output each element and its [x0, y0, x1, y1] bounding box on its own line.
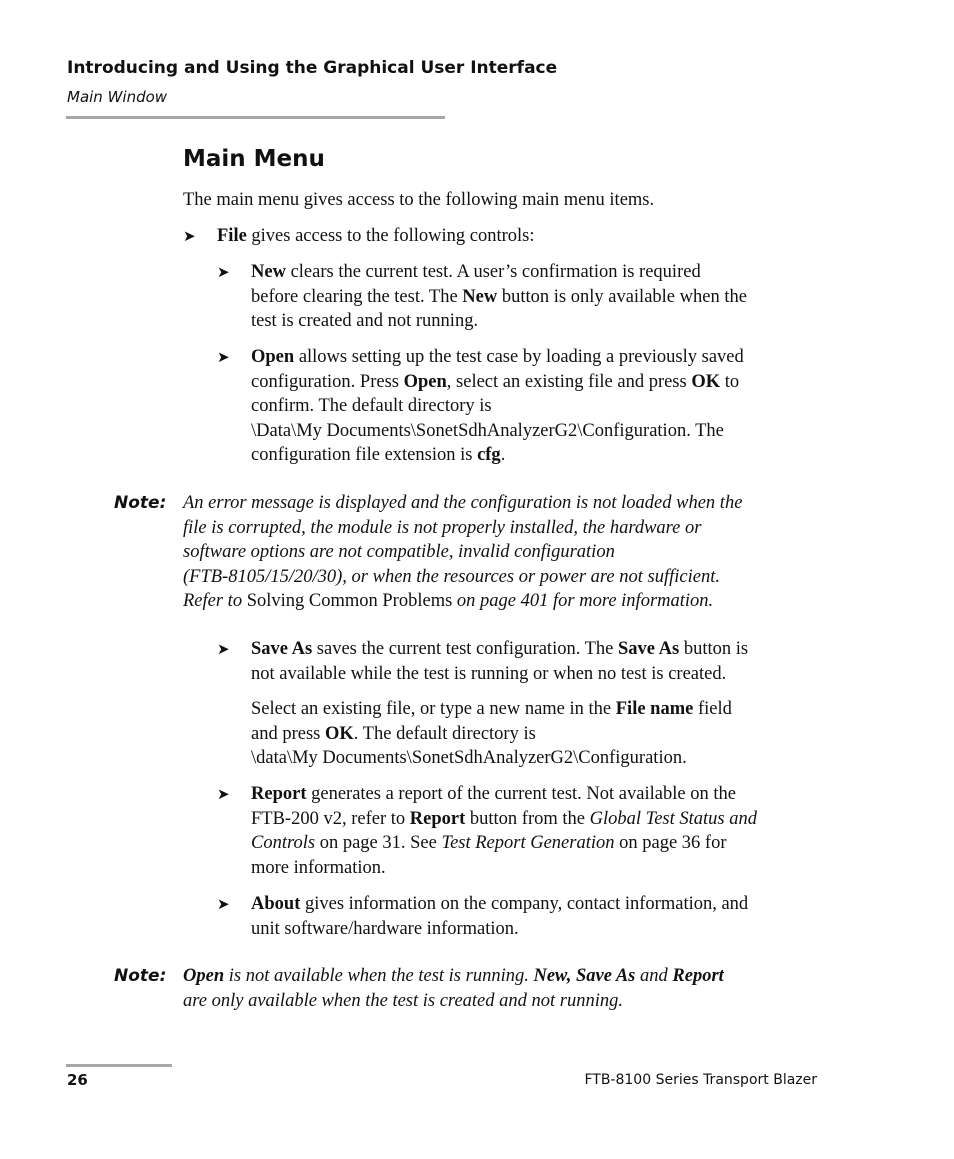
list-item-open: Open allows setting up the test case by loading a previously saved configuration. Press Open, select an existing file and press OK to confirm. The default directory is \Data\My Documents\SonetSdhAnalyzerG2\Configuration. The configuration file extension is cfg. — [251, 347, 744, 466]
list-item-new: New clears the current test. A user’s confirmation is required before clearing the test. The New button is only available when the test is created and not running. — [251, 262, 747, 332]
page-heading: Main Menu — [183, 146, 325, 172]
chapter-title: Introducing and Using the Graphical User Interface — [67, 58, 558, 78]
note-availability: Open is not available when the test is running. New, Save As and Report are only available when the test is created and not running. — [183, 966, 724, 1011]
bullet-arrow-icon: ➤ — [217, 265, 230, 281]
cross-reference-link[interactable]: Global Test Status and — [589, 808, 757, 829]
list-item-file: File gives access to the following controls: — [217, 226, 535, 246]
bullet-arrow-icon: ➤ — [217, 897, 230, 913]
list-item-save-as: Save As saves the current test configuration. The Save As button is not available while the test is running or when no test is created. — [251, 639, 749, 684]
header-divider — [66, 116, 445, 119]
footer-divider — [66, 1064, 172, 1067]
list-item-about: About gives information on the company, contact information, and unit software/hardware information. — [251, 894, 749, 939]
save-as-details: Select an existing file, or type a new name in the File name field and press OK. The default directory is \data\My Documents\SonetSdhAnalyzerG2\Configuration. — [251, 699, 732, 769]
cross-reference-link[interactable]: Controls — [251, 833, 316, 854]
cross-reference-link[interactable]: Test Report Generation — [441, 833, 615, 854]
cross-reference-link[interactable]: Solving Common Problems — [246, 591, 453, 612]
bullet-arrow-icon: ➤ — [217, 350, 230, 366]
bullet-arrow-icon: ➤ — [217, 787, 230, 803]
term-file: File — [217, 226, 247, 246]
bullet-arrow-icon: ➤ — [183, 229, 196, 245]
page-number: 26 — [67, 1071, 88, 1089]
bullet-arrow-icon: ➤ — [217, 642, 230, 658]
document-title: FTB-8100 Series Transport Blazer — [584, 1072, 817, 1088]
note-label: Note: — [114, 966, 167, 986]
intro-paragraph: The main menu gives access to the following main menu items. — [183, 190, 655, 210]
note-label: Note: — [114, 493, 167, 513]
note-error-message: An error message is displayed and the configuration is not loaded when the file is corrupted, the module is not properly installed, the hardware or software options are not compatible, invalid configuration (FTB-8105/15/20/30), or when the resources or power are not sufficient. Refer to Solving Common Problems on page 401 for more information. — [183, 493, 743, 612]
list-item-report: Report generates a report of the current test. Not available on the FTB-200 v2, refer to Report button from the Global Test Status and Controls on page 31. See Test Report Generation on page 36 for more information. — [251, 784, 757, 878]
section-subtitle: Main Window — [67, 88, 168, 106]
